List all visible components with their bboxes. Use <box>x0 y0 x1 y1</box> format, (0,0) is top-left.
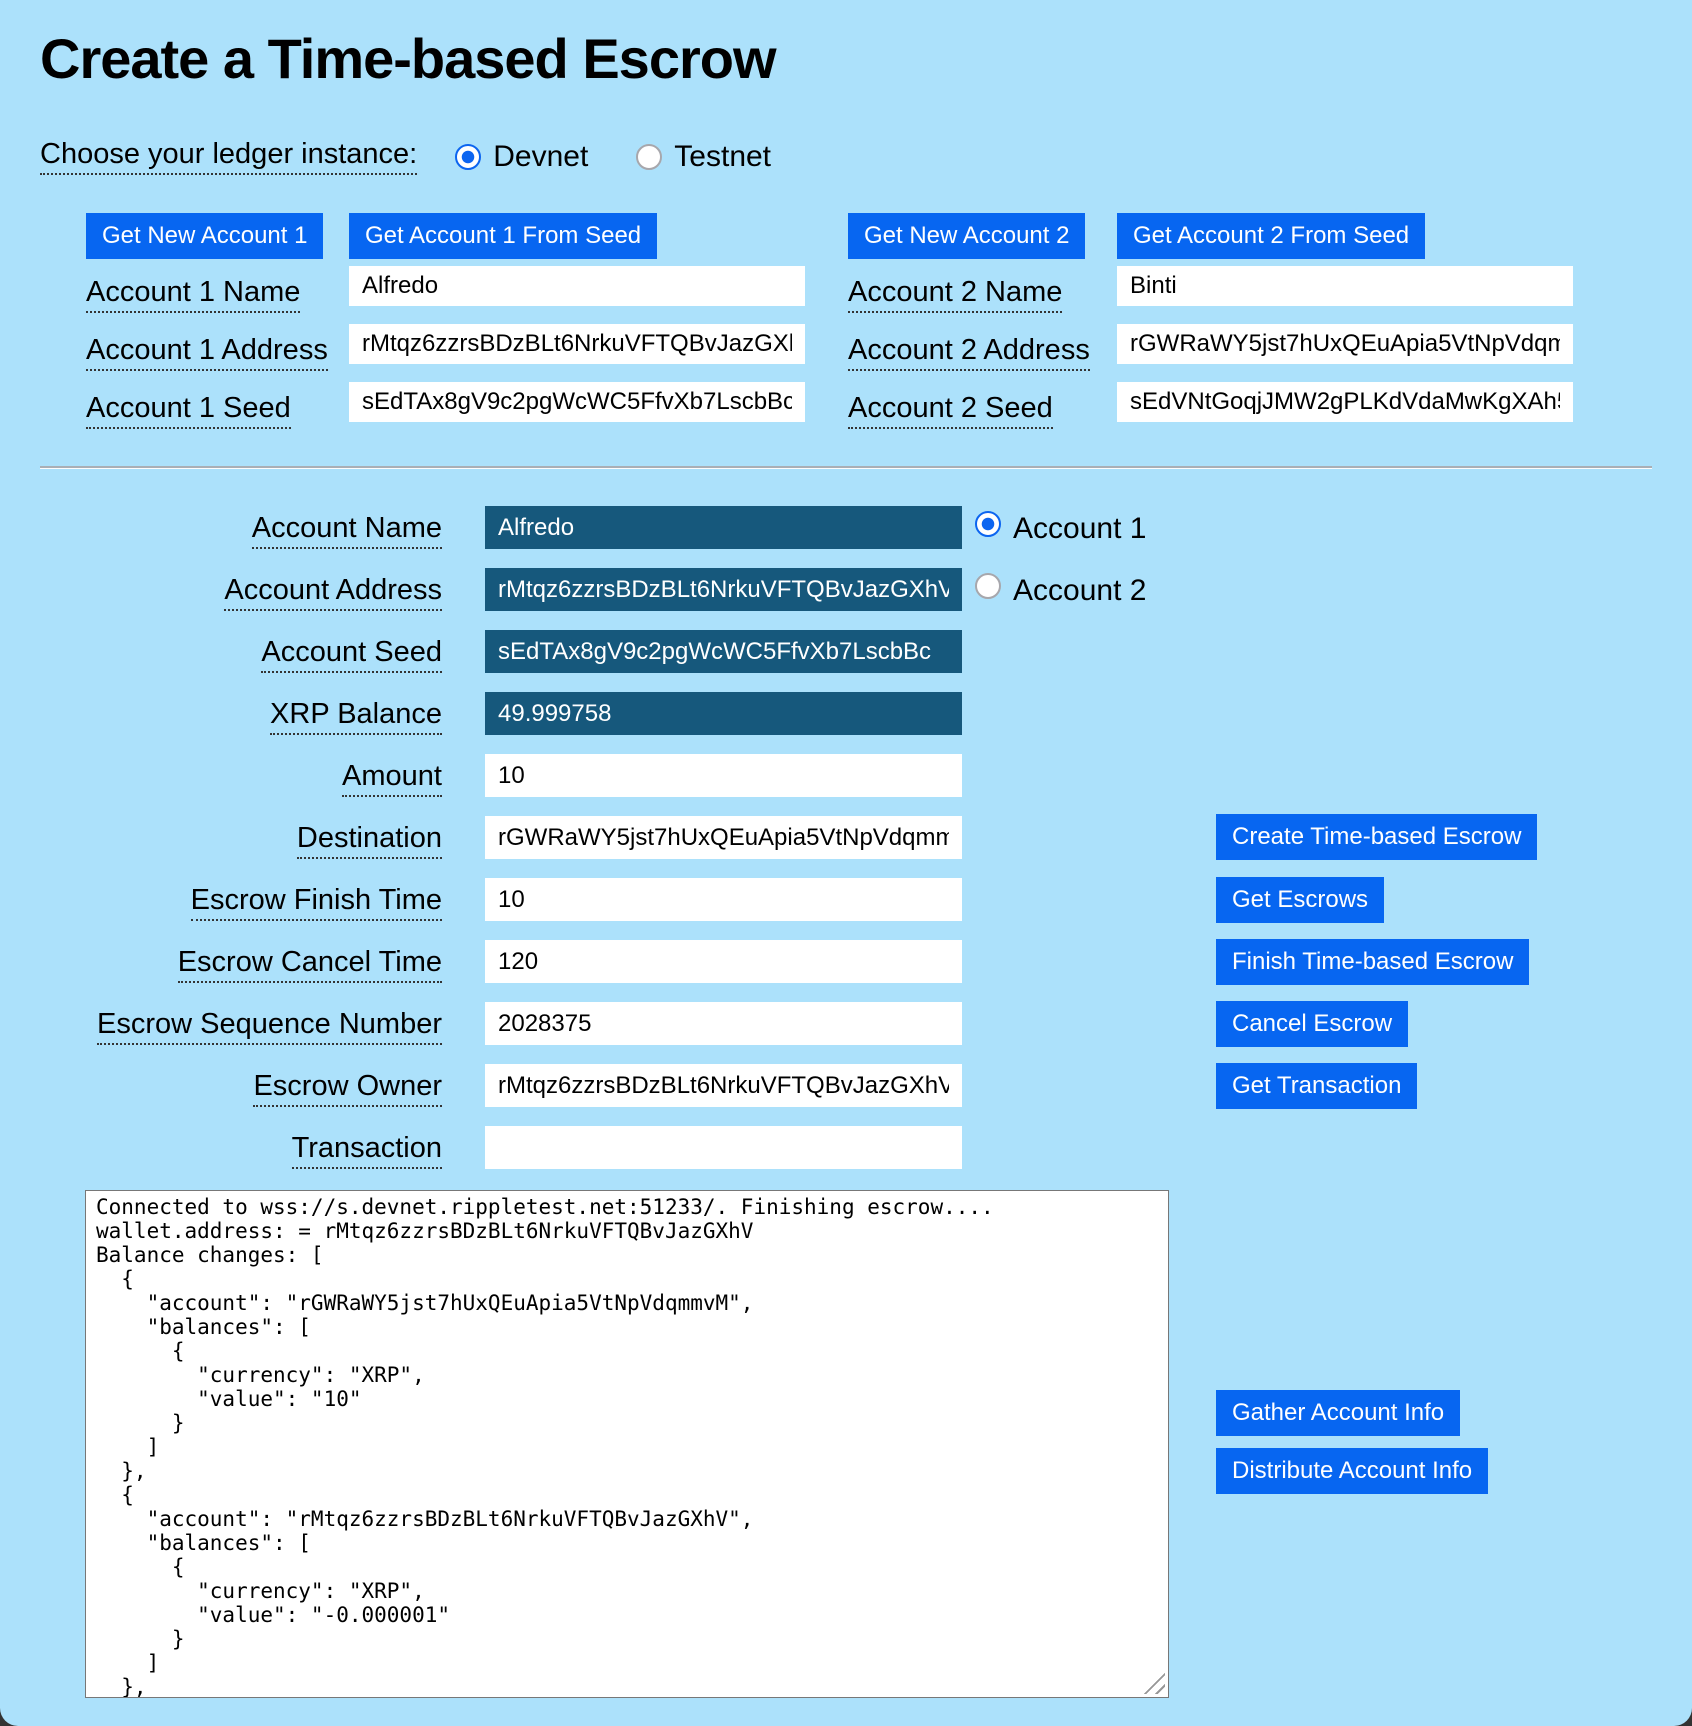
account-seed-field[interactable] <box>485 630 962 673</box>
account-1-radio[interactable] <box>975 511 1001 537</box>
transaction-label: Transaction <box>292 1132 442 1169</box>
ledger-testnet-radio[interactable] <box>636 144 662 170</box>
ledger-testnet-label: Testnet <box>674 139 772 173</box>
ledger-devnet-radio[interactable] <box>455 144 481 170</box>
escrow-cancel-time-label: Escrow Cancel Time <box>178 946 442 983</box>
transaction-input[interactable] <box>485 1126 962 1169</box>
cancel-escrow-button[interactable]: Cancel Escrow <box>1216 1001 1408 1047</box>
account2-name-input[interactable] <box>1117 266 1573 306</box>
account-address-label: Account Address <box>224 574 442 611</box>
ledger-chooser-label: Choose your ledger instance: <box>40 138 417 175</box>
amount-label: Amount <box>342 760 442 797</box>
amount-input[interactable] <box>485 754 962 797</box>
destination-input[interactable] <box>485 816 962 859</box>
get-account-2-from-seed-button[interactable]: Get Account 2 From Seed <box>1117 213 1425 259</box>
account2-seed-label: Account 2 Seed <box>848 392 1053 429</box>
xrp-balance-label: XRP Balance <box>270 698 442 735</box>
account1-seed-label: Account 1 Seed <box>86 392 291 429</box>
account-name-label: Account Name <box>252 512 442 549</box>
account-2-radio-label: Account 2 <box>1013 574 1147 607</box>
account1-seed-input[interactable] <box>349 382 805 422</box>
account2-seed-input[interactable] <box>1117 382 1573 422</box>
get-new-account-2-button[interactable]: Get New Account 2 <box>848 213 1085 259</box>
escrow-sequence-number-input[interactable] <box>485 1002 962 1045</box>
account1-address-label: Account 1 Address <box>86 334 328 371</box>
section-divider <box>40 466 1652 469</box>
ledger-devnet-label: Devnet <box>493 139 589 173</box>
create-time-based-escrow-button[interactable]: Create Time-based Escrow <box>1216 814 1537 860</box>
account2-address-label: Account 2 Address <box>848 334 1090 371</box>
account-1-radio-label: Account 1 <box>1013 512 1147 545</box>
gather-account-info-button[interactable]: Gather Account Info <box>1216 1390 1460 1436</box>
escrow-finish-time-label: Escrow Finish Time <box>191 884 442 921</box>
distribute-account-info-button[interactable]: Distribute Account Info <box>1216 1448 1488 1494</box>
get-account-1-from-seed-button[interactable]: Get Account 1 From Seed <box>349 213 657 259</box>
account1-name-label: Account 1 Name <box>86 276 300 313</box>
page-title: Create a Time-based Escrow <box>40 27 776 90</box>
get-escrows-button[interactable]: Get Escrows <box>1216 877 1384 923</box>
account2-address-input[interactable] <box>1117 324 1573 364</box>
get-transaction-button[interactable]: Get Transaction <box>1216 1063 1417 1109</box>
escrow-owner-label: Escrow Owner <box>253 1070 442 1107</box>
escrow-finish-time-input[interactable] <box>485 878 962 921</box>
account1-name-input[interactable] <box>349 266 805 306</box>
escrow-cancel-time-input[interactable] <box>485 940 962 983</box>
account-name-field[interactable] <box>485 506 962 549</box>
results-console[interactable] <box>85 1190 1169 1698</box>
xrp-balance-field[interactable] <box>485 692 962 735</box>
account-2-radio[interactable] <box>975 573 1001 599</box>
account-address-field[interactable] <box>485 568 962 611</box>
account2-name-label: Account 2 Name <box>848 276 1062 313</box>
get-new-account-1-button[interactable]: Get New Account 1 <box>86 213 323 259</box>
finish-time-based-escrow-button[interactable]: Finish Time-based Escrow <box>1216 939 1529 985</box>
escrow-sequence-number-label: Escrow Sequence Number <box>97 1008 442 1045</box>
destination-label: Destination <box>297 822 442 859</box>
escrow-owner-input[interactable] <box>485 1064 962 1107</box>
ledger-chooser <box>40 138 771 175</box>
account1-address-input[interactable] <box>349 324 805 364</box>
account-seed-label: Account Seed <box>261 636 442 673</box>
